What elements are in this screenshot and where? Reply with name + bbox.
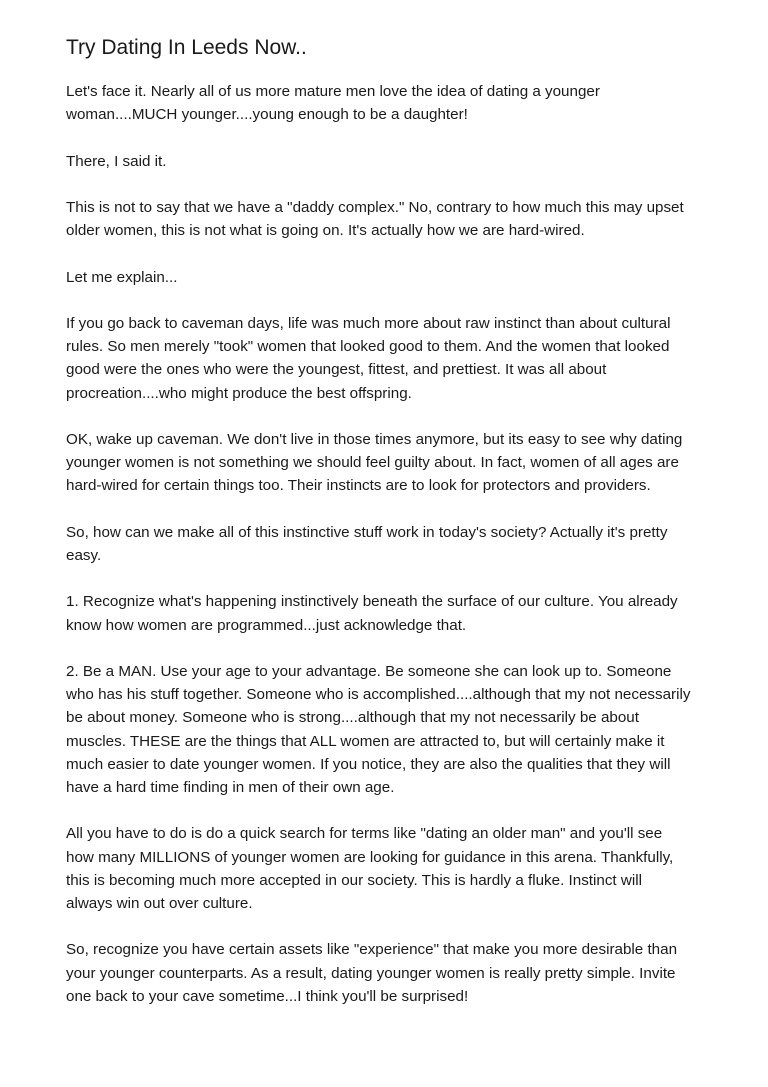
- page-title: Try Dating In Leeds Now..: [66, 36, 307, 59]
- paragraph-2: There, I said it.: [66, 152, 167, 170]
- paragraph-4: Let me explain...: [66, 268, 178, 286]
- paragraph-9: 2. Be a MAN. Use your age to your advantage. Be someone she can look up to. Someone who has his stuff together. Someone who is accomplished....although that my not necessarily be about money. Someone who is strong....although that my not necessarily be about muscles. THESE are the things that ALL women are attracted to, but will certainly make it much easier to date younger women. If you notice, they are also the qualities that they will have a hard time finding in men of their own age.: [66, 662, 691, 796]
- paragraph-5: If you go back to caveman days, life was much more about raw instinct than about cultural rules. So men merely "took" women that looked good to them. And the women that looked good were the ones who were the youngest, fittest, and prettiest. It was all about procreation....who might produce the best offspring.: [66, 314, 671, 402]
- paragraph-3: This is not to say that we have a "daddy complex." No, contrary to how much this may upset older women, this is not what is going on. It's actually how we are hard-wired.: [66, 198, 684, 240]
- paragraph-10: All you have to do is do a quick search for terms like "dating an older man" and you'll see how many MILLIONS of younger women are looking for guidance in this arena. Thankfully, this is becoming much more accepted in our society. This is hardly a fluke. Instinct will always win out over culture.: [66, 825, 674, 912]
- paragraph-1: Let's face it. Nearly all of us more mature men love the idea of dating a younger woman....MUCH younger....young enough to be a daughter!: [66, 83, 600, 124]
- paragraph-8: 1. Recognize what's happening instinctively beneath the surface of our culture. You already know how women are programmed...just acknowledge that.: [66, 593, 678, 634]
- paragraph-6: OK, wake up caveman. We don't live in those times anymore, but its easy to see why dating younger women is not something we should feel guilty about. In fact, women of all ages are hard-wired for certain things too. Their instincts are to look for protectors and providers.: [66, 430, 683, 495]
- paragraph-11: So, recognize you have certain assets like "experience" that make you more desirable than your younger counterparts. As a result, dating younger women is really pretty simple. Invite one back to your cave sometime...I think you'll be surprised!: [66, 941, 678, 1005]
- paragraph-7: So, how can we make all of this instinctive stuff work in today's society? Actually it's pretty easy.: [66, 523, 668, 564]
- document-page: [66, 34, 726, 1031]
